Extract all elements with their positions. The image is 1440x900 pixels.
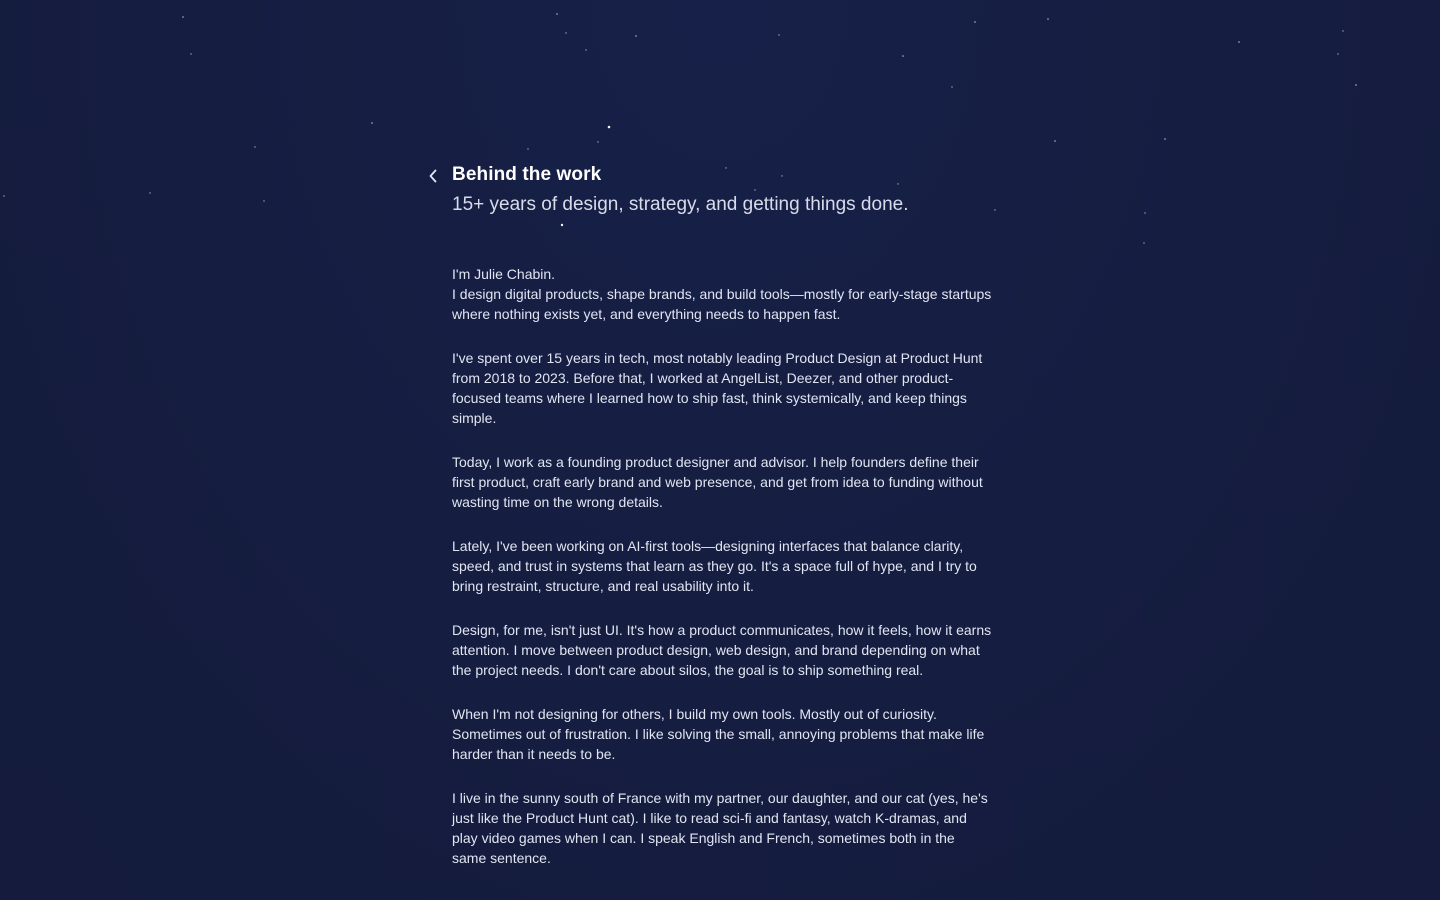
bio-paragraph-tools: When I'm not designing for others, I build my own tools. Mostly out of curiosity. Sometimes out of frustration. I like solving the small, annoying problems that make life harder than it needs to be.: [452, 706, 985, 762]
bio-paragraph-today: Today, I work as a founding product designer and advisor. I help founders define their first product, craft early brand and web presence, and get from idea to funding without wasting time on the wrong details.: [452, 454, 983, 510]
bio-text: [452, 264, 992, 868]
chevron-left-icon: [427, 168, 439, 184]
page-title: Behind the work: [452, 164, 602, 185]
intro-line: I design digital products, shape brands, and build tools—mostly for early-stage startups where nothing exists yet, and everything needs to happen fast.: [452, 286, 992, 322]
about-section: [452, 160, 992, 892]
bio-paragraph-personal: I live in the sunny south of France with my partner, our daughter, and our cat (yes, he's just like the Product Hunt cat). I like to read sci-fi and fantasy, watch K-dramas, and play video games when I can. I speak English and French, sometimes both in the same sentence.: [452, 790, 988, 866]
intro-name: I'm Julie Chabin.: [452, 266, 556, 282]
back-button[interactable]: [422, 165, 444, 187]
intro-paragraph: [452, 264, 992, 324]
bio-paragraph-ai: Lately, I've been working on AI-first tools—designing interfaces that balance clarity, speed, and trust in systems that learn as they go. It's a space full of hype, and I try to bring restraint, structure, and real usability into it.: [452, 538, 977, 594]
bio-paragraph-career: I've spent over 15 years in tech, most notably leading Product Design at Product Hunt from 2018 to 2023. Before that, I worked at AngelList, Deezer, and other product-focused teams where I learned how to ship fast, think systemically, and keep things simple.: [452, 350, 983, 426]
bio-paragraph-design: Design, for me, isn't just UI. It's how a product communicates, how it feels, how it earns attention. I move between product design, web design, and brand depending on what the project needs. I don't care about silos, the goal is to ship something real.: [452, 622, 992, 678]
page-subtitle: 15+ years of design, strategy, and getting things done.: [452, 194, 909, 215]
